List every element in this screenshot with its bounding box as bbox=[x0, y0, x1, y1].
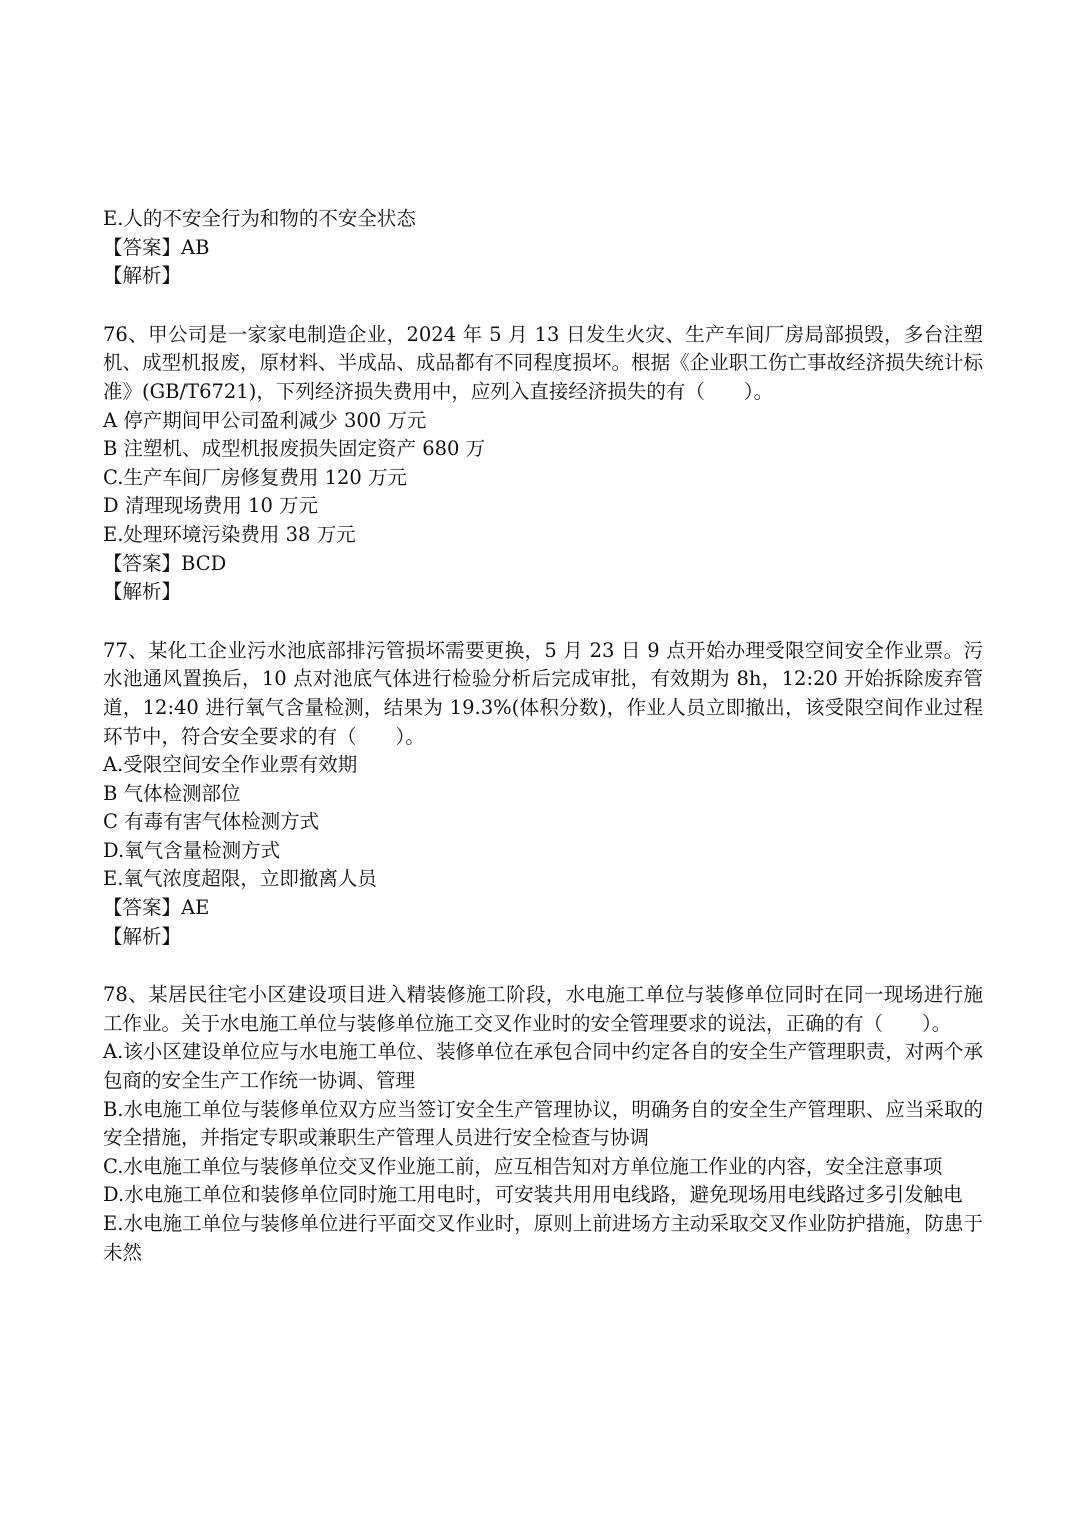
option-e: E.水电施工单位与装修单位进行平面交叉作业时，原则上前进场方主动采取交叉作业防护措施，防患于未然 bbox=[103, 1212, 983, 1264]
option-a: A.该小区建设单位应与水电施工单位、装修单位在承包合同中约定各自的安全生产管理职责，对两个承包商的安全生产工作统一协调、管理 bbox=[103, 1040, 983, 1093]
question-75-tail bbox=[103, 205, 983, 291]
option-e: E.处理环境污染费用 38 万元 bbox=[103, 522, 356, 546]
option-d: D.氧气含量检测方式 bbox=[103, 838, 281, 862]
spacer bbox=[103, 607, 983, 637]
option-e: E.氧气浓度超限，立即撤离人员 bbox=[103, 867, 377, 891]
option-b: B.水电施工单位与装修单位双方应当签订安全生产管理协议，明确务自的安全生产管理职、应当采取的安全措施，并指定专职或兼职生产管理人员进行安全检查与协调 bbox=[103, 1097, 983, 1150]
question-76 bbox=[103, 321, 983, 607]
analysis-label: 【解析】 bbox=[103, 924, 182, 948]
option-e: E.人的不安全行为和物的不安全状态 bbox=[103, 207, 416, 230]
option-b: B 气体检测部位 bbox=[103, 781, 241, 805]
option-b: B 注塑机、成型机报废损失固定资产 680 万 bbox=[103, 437, 486, 461]
question-stem: 76、甲公司是一家家电制造企业，2024 年 5 月 13 日发生火灾、生产车间厂房局部损毁，多台注塑机、成型机报废，原材料、半成品、成品都有不同程度损坏。根据《企业职工伤亡事故经济损失统计标准》(GB/T6721)，下列经济损失费用中，应列入直接经济损失的有（ ）。 bbox=[103, 322, 983, 403]
question-78 bbox=[103, 981, 983, 1267]
option-c: C.水电施工单位与装修单位交叉作业施工前，应互相告知对方单位施工作业的内容，安全注意事项 bbox=[103, 1154, 943, 1178]
analysis-label: 【解析】 bbox=[103, 264, 182, 288]
option-d: D 清理现场费用 10 万元 bbox=[103, 494, 319, 518]
question-stem: 78、某居民往宅小区建设项目进入精装修施工阶段，水电施工单位与装修单位同时在同一现场进行施工作业。关于水电施工单位与装修单位施工交叉作业时的安全管理要求的说法，正确的有（ ）。 bbox=[103, 983, 983, 1035]
analysis-label: 【解析】 bbox=[103, 580, 182, 604]
answer-label: 【答案】BCD bbox=[103, 551, 227, 575]
question-stem: 77、某化工企业污水池底部排污管损坏需要更换，5 月 23 日 9 点开始办理受限空间安全作业票。污水池通风置换后，10 点对池底气体进行检验分析后完成审批，有效期为 8h，12:20 开始拆除废弃管道，12:40 进行氧气含量检测，结果为 19.3%(体积分数)，作业人员立即撤出，该受限空间作业过程环节中，符合安全要求的有（ ）。 bbox=[103, 638, 983, 748]
option-d: D.水电施工单位和装修单位同时施工用电时，可安装共用用电线路，避免现场用电线路过多引发触电 bbox=[103, 1183, 963, 1207]
option-a: A 停产期间甲公司盈利减少 300 万元 bbox=[103, 408, 427, 432]
answer-label: 【答案】AE bbox=[103, 896, 210, 920]
option-c: C 有毒有害气体检测方式 bbox=[103, 810, 320, 834]
option-c: C.生产车间厂房修复费用 120 万元 bbox=[103, 465, 408, 489]
answer-label: 【答案】AB bbox=[103, 235, 210, 259]
question-77 bbox=[103, 637, 983, 952]
spacer bbox=[103, 291, 983, 321]
spacer bbox=[103, 951, 983, 981]
document-page bbox=[103, 205, 983, 1267]
option-a: A.受限空间安全作业票有效期 bbox=[103, 753, 358, 777]
